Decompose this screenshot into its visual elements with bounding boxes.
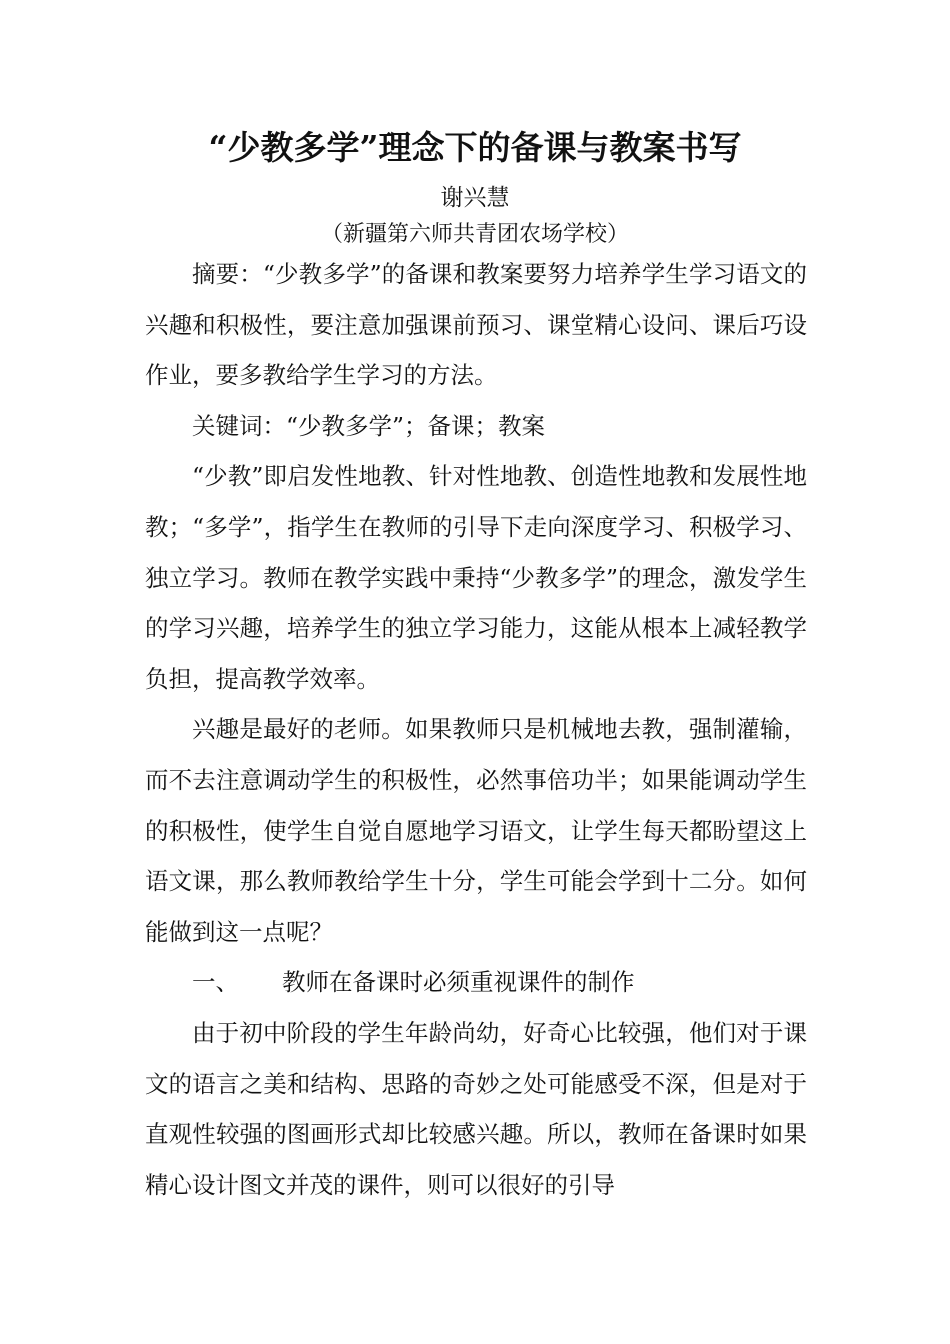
section-heading — [145, 957, 807, 1008]
section-title: 教师在备课时必须重视课件的制作 — [282, 968, 635, 997]
document-title: “少教多学”理念下的备课与教案书写 — [208, 128, 742, 167]
section-number: 一、 — [192, 968, 239, 997]
keywords-line: 关键词：“少教多学”；备课；教案 — [192, 411, 546, 440]
document-body — [145, 249, 807, 1210]
body-paragraph: 兴趣是最好的老师。如果教师只是机械地去教，强制灌输，而不去注意调动学生的积极性，必然事倍功半；如果能调动学生的积极性，使学生自觉自愿地学习语文，让学生每天都盼望这上语文课，那么教师教给学生十分，学生可能会学到十二分。如何能做到这一点呢？ — [145, 715, 807, 946]
author-name: 谢兴慧 — [440, 185, 510, 211]
author-affiliation: （新疆第六师共青团农场学校） — [320, 222, 629, 247]
abstract-paragraph: 摘要：“少教多学”的备课和教案要努力培养学生学习语文的兴趣和积极性，要注意加强课前预习、课堂精心设问、课后巧设作业，要多教给学生学习的方法。 — [145, 260, 807, 390]
body-paragraph: 由于初中阶段的学生年龄尚幼，好奇心比较强，他们对于课文的语言之美和结构、思路的奇妙之处可能感受不深，但是对于直观性较强的图画形式却比较感兴趣。所以，教师在备课时如果精心设计图文并茂的课件，则可以很好的引导 — [145, 1018, 807, 1199]
body-paragraph: “少教”即启发性地教、针对性地教、创造性地教和发展性地教；“多学”，指学生在教师的引导下走向深度学习、积极学习、独立学习。教师在教学实践中秉持“少教多学”的理念，激发学生的学习兴趣，培养学生的独立学习能力，这能从根本上减轻教学负担，提高教学效率。 — [145, 462, 807, 693]
